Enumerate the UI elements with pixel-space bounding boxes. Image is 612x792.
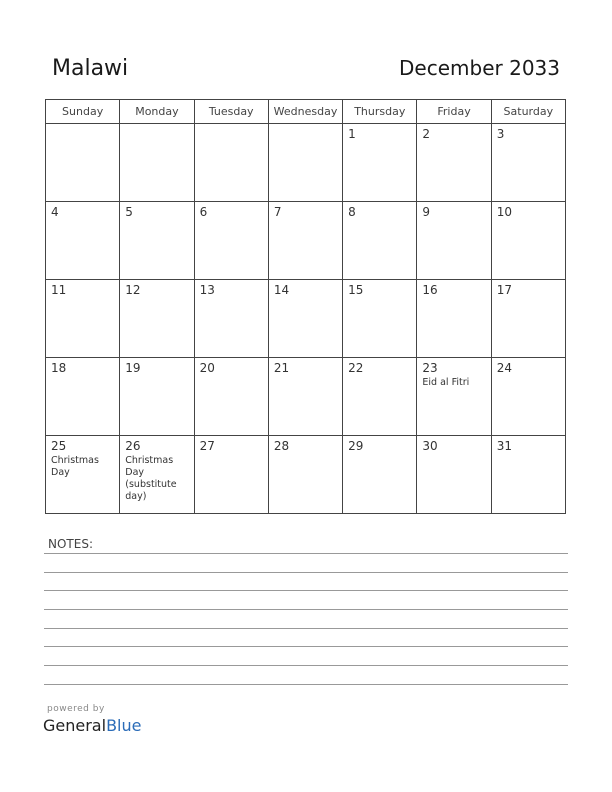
day-number: 8 bbox=[348, 205, 356, 219]
note-line bbox=[44, 590, 568, 591]
day-cell bbox=[343, 124, 417, 202]
day-cell bbox=[417, 358, 491, 436]
day-cell bbox=[268, 358, 342, 436]
powered-by-text: powered by bbox=[47, 704, 105, 714]
day-cell bbox=[120, 358, 194, 436]
day-number: 24 bbox=[496, 361, 512, 375]
day-number: 12 bbox=[125, 283, 141, 297]
day-cell bbox=[343, 280, 417, 358]
day-number: 13 bbox=[199, 283, 215, 297]
day-number: 19 bbox=[125, 361, 141, 375]
weekday-header-row bbox=[46, 100, 566, 124]
calendar-grid bbox=[45, 99, 566, 514]
day-cell bbox=[491, 436, 565, 514]
day-cell bbox=[268, 202, 342, 280]
week-row bbox=[46, 358, 566, 436]
day-cell bbox=[491, 202, 565, 280]
day-cell bbox=[120, 280, 194, 358]
day-number: 9 bbox=[422, 205, 431, 219]
day-cell bbox=[491, 124, 565, 202]
day-cell bbox=[194, 202, 268, 280]
day-cell bbox=[491, 280, 565, 358]
holiday-label: Christmas Day bbox=[51, 455, 99, 478]
day-cell bbox=[194, 280, 268, 358]
holiday-label: Christmas Day (substitute day) bbox=[125, 455, 177, 502]
day-number: 30 bbox=[422, 439, 438, 453]
day-cell bbox=[343, 358, 417, 436]
day-cell bbox=[120, 202, 194, 280]
day-number: 17 bbox=[496, 283, 512, 297]
brand-general-text: General bbox=[43, 716, 107, 735]
day-cell bbox=[343, 202, 417, 280]
day-number: 25 bbox=[51, 439, 67, 453]
note-line bbox=[44, 628, 568, 629]
note-line bbox=[44, 553, 568, 554]
country-title: Malawi bbox=[52, 56, 129, 81]
day-cell bbox=[268, 124, 342, 202]
day-number: 26 bbox=[125, 439, 141, 453]
day-cell bbox=[46, 280, 120, 358]
day-number: 7 bbox=[273, 205, 282, 219]
day-number: 1 bbox=[348, 127, 356, 141]
day-number: 21 bbox=[273, 361, 290, 375]
day-cell bbox=[46, 358, 120, 436]
note-line bbox=[44, 609, 568, 610]
day-cell bbox=[417, 280, 491, 358]
note-line bbox=[44, 572, 568, 573]
day-cell bbox=[46, 436, 120, 514]
brand-logo bbox=[43, 716, 141, 735]
day-number: 23 bbox=[422, 361, 438, 375]
weekday-header: Saturday bbox=[491, 100, 565, 124]
day-cell bbox=[417, 124, 491, 202]
day-number: 15 bbox=[348, 283, 364, 297]
day-cell bbox=[194, 124, 268, 202]
week-row bbox=[46, 436, 566, 514]
day-number: 14 bbox=[273, 283, 290, 297]
day-number: 6 bbox=[199, 205, 208, 219]
week-row bbox=[46, 280, 566, 358]
day-number: 2 bbox=[422, 127, 431, 141]
day-number: 28 bbox=[273, 439, 290, 453]
day-cell bbox=[343, 436, 417, 514]
day-number: 29 bbox=[348, 439, 364, 453]
weekday-header: Friday bbox=[417, 100, 491, 124]
day-cell bbox=[491, 358, 565, 436]
day-cell bbox=[120, 124, 194, 202]
day-number: 11 bbox=[51, 283, 67, 297]
note-line bbox=[44, 646, 568, 647]
day-cell bbox=[417, 436, 491, 514]
day-cell bbox=[120, 436, 194, 514]
day-number: 31 bbox=[496, 439, 512, 453]
day-number: 5 bbox=[125, 205, 133, 219]
day-cell bbox=[46, 202, 120, 280]
day-number: 27 bbox=[199, 439, 215, 453]
day-cell bbox=[268, 280, 342, 358]
notes-label: NOTES: bbox=[48, 537, 93, 551]
day-cell bbox=[46, 124, 120, 202]
weekday-header: Sunday bbox=[46, 100, 120, 124]
weekday-header: Monday bbox=[120, 100, 194, 124]
week-row bbox=[46, 202, 566, 280]
weekday-header: Tuesday bbox=[194, 100, 268, 124]
day-number: 4 bbox=[51, 205, 59, 219]
holiday-label: Eid al Fitri bbox=[422, 377, 470, 388]
day-number: 3 bbox=[496, 127, 505, 141]
day-number: 10 bbox=[496, 205, 512, 219]
day-cell bbox=[194, 436, 268, 514]
day-cell bbox=[194, 358, 268, 436]
day-number: 18 bbox=[51, 361, 67, 375]
note-line bbox=[44, 684, 568, 685]
day-cell bbox=[268, 436, 342, 514]
month-year-title: December 2033 bbox=[399, 56, 560, 80]
week-row bbox=[46, 124, 566, 202]
brand-blue-text: Blue bbox=[106, 716, 142, 735]
day-cell bbox=[417, 202, 491, 280]
weekday-header: Thursday bbox=[343, 100, 417, 124]
day-number: 20 bbox=[199, 361, 215, 375]
note-line bbox=[44, 665, 568, 666]
weekday-header: Wednesday bbox=[268, 100, 342, 124]
day-number: 16 bbox=[422, 283, 438, 297]
day-number: 22 bbox=[348, 361, 364, 375]
